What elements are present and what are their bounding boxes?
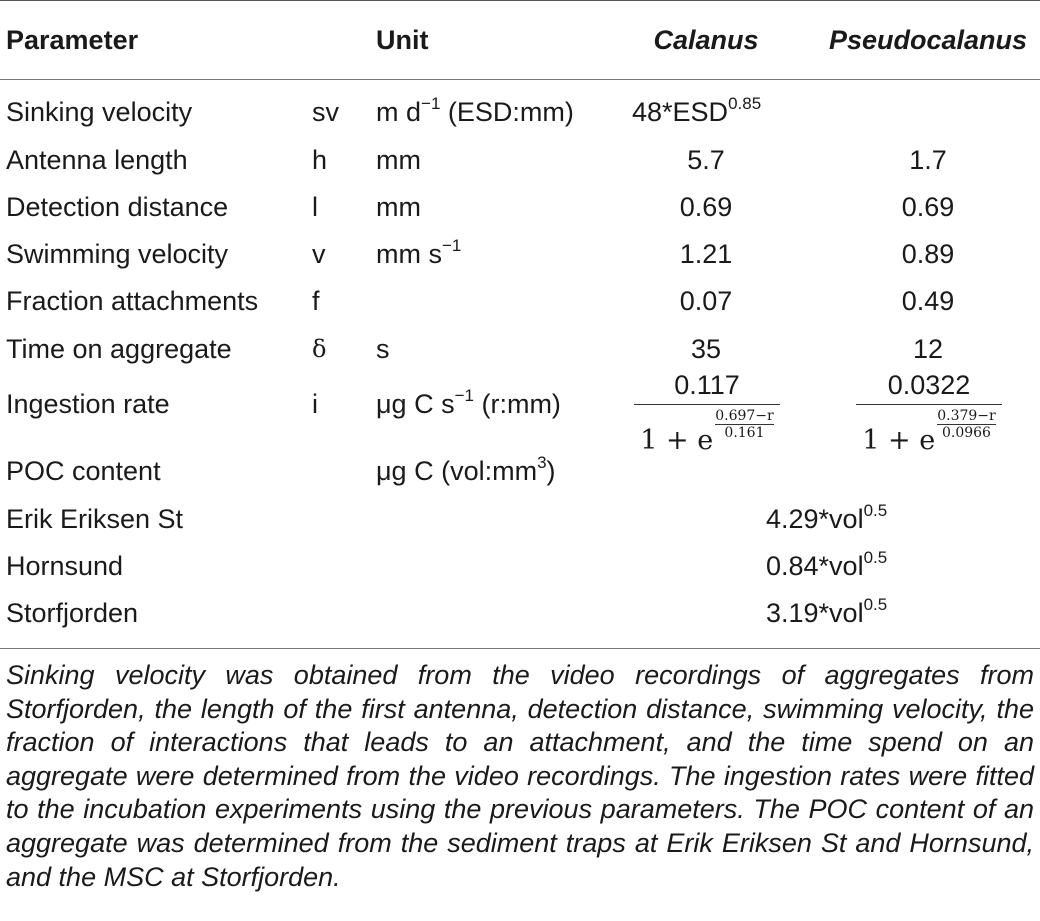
header-pseudocalanus: Pseudocalanus — [828, 25, 1028, 55]
row-pseudo-value: 0.89 — [901, 239, 955, 269]
row-calanus-value: 1.21 — [679, 239, 733, 269]
row-symbol: δ — [312, 335, 327, 363]
calanus-ingestion-formula — [634, 370, 780, 456]
header-calanus: Calanus — [653, 25, 759, 55]
pseudo-ingestion-formula — [856, 370, 1002, 456]
poc-value: 4.29*vol$^{0.5}$ — [766, 501, 888, 534]
header-rule — [0, 79, 1040, 80]
row-param: Hornsund — [6, 551, 124, 581]
formula-denominator: 1 + e $\frac{0.379-r}{0.0966}$ — [862, 408, 996, 456]
row-symbol: sv — [312, 97, 339, 127]
formula-numerator: 0.0322 — [887, 370, 971, 400]
row-unit: mm — [376, 145, 421, 175]
row-unit: mm — [376, 192, 421, 222]
row-param: Swimming velocity — [6, 239, 229, 269]
row-pseudo-value: 0.49 — [901, 286, 955, 316]
fraction-bar — [856, 404, 1002, 405]
bottom-rule — [0, 648, 1040, 649]
row-unit: μg C $(vol:mm^3)$ — [376, 453, 556, 486]
row-unit: μg C $s^{-1}$ (r:mm) — [376, 386, 561, 419]
row-param: Time on aggregate — [6, 334, 232, 364]
row-symbol: v — [312, 239, 326, 269]
row-symbol: i — [312, 389, 318, 419]
fraction-bar — [634, 404, 780, 405]
row-calanus-value: 5.7 — [687, 145, 725, 175]
poc-value: 3.19*vol$^{0.5}$ — [766, 595, 888, 628]
row-unit: m $d^{-1}$ (ESD:mm) — [376, 94, 574, 127]
row-param: Sinking velocity — [6, 97, 193, 127]
poc-value: 0.84*vol$^{0.5}$ — [766, 548, 888, 581]
row-unit: mm $s^{-1}$ — [376, 236, 462, 269]
row-param: Storfjorden — [6, 598, 139, 628]
row-param: POC content — [6, 456, 161, 486]
row-pseudo-value: 1.7 — [909, 145, 947, 175]
row-calanus-value: 35 — [690, 334, 722, 364]
top-rule — [0, 0, 1040, 1]
row-param: Erik Eriksen St — [6, 504, 184, 534]
row-pseudo-value: 12 — [912, 334, 944, 364]
formula-numerator: 0.117 — [674, 370, 740, 400]
header-parameter: Parameter — [6, 25, 139, 55]
row-symbol: l — [312, 192, 318, 222]
table-footnote: Sinking velocity was obtained from the video recordings of aggregates from Storfjorden, the length of the first antenna, detection distance, swimming velocity, the fraction of interactions that leads to an attachment, and the time spend on an aggregate were determined from the video recordings. The ingestion rates were fitted to the incubation experiments using the previous parameters. The POC content of an aggregate was determined from the sediment traps at Erik Eriksen St and Hornsund, and the MSC at Storfjorden. — [6, 660, 1034, 892]
formula-denominator: 1 + e $\frac{0.697-r}{0.161}$ — [640, 408, 774, 456]
row-calanus-value: $48*ESD^{0.85}$ — [632, 94, 762, 127]
header-unit: Unit — [376, 25, 429, 55]
row-calanus-value: 0.07 — [679, 286, 733, 316]
row-calanus-value: 0.69 — [679, 192, 733, 222]
row-unit: s — [376, 334, 390, 364]
row-param: Detection distance — [6, 192, 229, 222]
row-symbol: f — [312, 286, 320, 316]
row-param: Antenna length — [6, 145, 188, 175]
row-param: Ingestion rate — [6, 389, 170, 419]
row-symbol: h — [312, 145, 328, 175]
row-pseudo-value: 0.69 — [901, 192, 955, 222]
row-param: Fraction attachments — [6, 286, 259, 316]
